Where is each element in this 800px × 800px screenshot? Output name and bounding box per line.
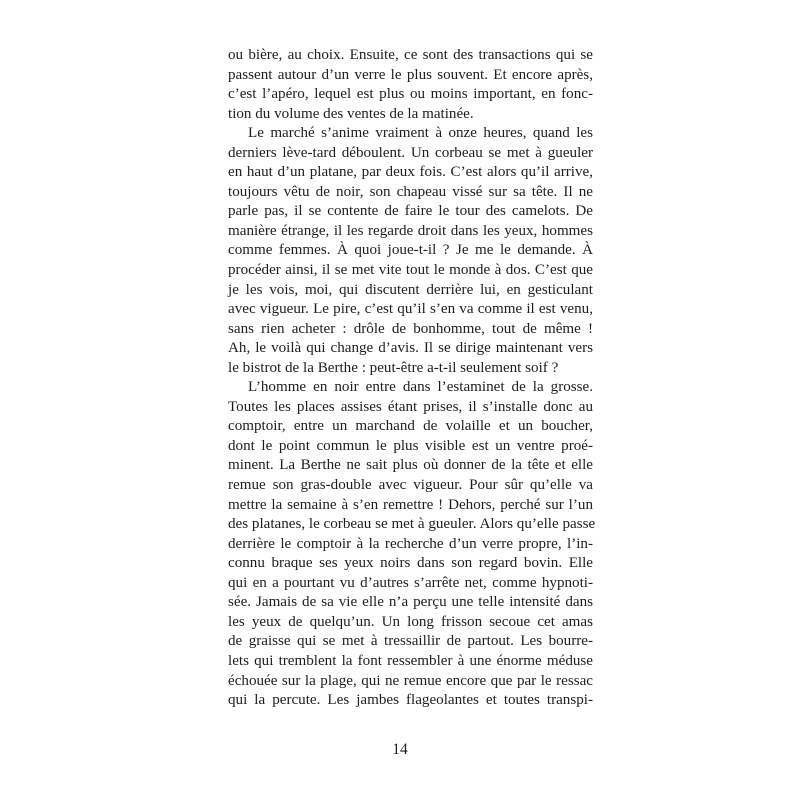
text-line: de graisse qui se met à tressaillir de partout. Les bourre- <box>228 633 593 650</box>
text-line: toujours vêtu de noir, son chapeau vissé sur sa tête. Il ne <box>228 183 593 200</box>
text-line: mettre la semaine à s’en remettre ! Dehors, perché sur l’un <box>228 496 593 513</box>
text-line: c’est l’apéro, lequel est plus ou moins important, en fonc- <box>228 86 593 103</box>
text-line: le bistrot de la Berthe : peut-être a-t-il seulement soif ? <box>228 359 559 376</box>
text-line: ou bière, au choix. Ensuite, ce sont des transactions qui se <box>228 47 593 63</box>
text-line: qui en a pourtant vu d’autres s’arrête net, comme hypnoti- <box>228 574 593 591</box>
body-text <box>228 46 596 711</box>
text-line: derniers lève-tard déboulent. Un corbeau se met à gueuler <box>228 144 593 161</box>
paragraph <box>228 378 596 710</box>
text-line: je les vois, moi, qui discutent derrière lui, en gesticulant <box>228 281 593 298</box>
text-line: Ah, le voilà qui change d’avis. Il se dirige maintenant vers <box>228 340 593 357</box>
page-number: 14 <box>392 741 408 758</box>
text-line: L’homme en noir entre dans l’estaminet de la grosse. <box>248 379 593 396</box>
text-line: manière étrange, il les regarde droit dans les yeux, hommes <box>228 222 593 239</box>
text-line: avec vigueur. Le pire, c’est qu’il s’en va comme il est venu, <box>228 301 593 318</box>
text-line: dont le point commun le plus visible est un ventre proé- <box>228 437 593 454</box>
text-line: les yeux de quelqu’un. Un long frisson secoue cet amas <box>228 613 593 630</box>
text-line: remue son gras-double avec vigueur. Pour sûr qu’elle va <box>228 477 593 494</box>
text-line: connu braque ses yeux noirs dans son regard bovin. Elle <box>228 555 593 572</box>
text-line: lets qui tremblent la font ressembler à une énorme méduse <box>228 652 593 669</box>
text-line: passent autour d’un verre le plus souvent. Et encore après, <box>228 66 593 83</box>
text-line: Le marché s’anime vraiment à onze heures, quand les <box>248 125 593 142</box>
paragraph <box>228 46 593 124</box>
text-line: qui la percute. Les jambes flageolantes et toutes transpi- <box>228 692 593 709</box>
text-line: sans rien acheter : drôle de bonhomme, tout de même ! <box>228 320 593 337</box>
text-line: derrière le comptoir à la recherche d’un verre propre, l’in- <box>228 535 593 552</box>
text-line: comme femmes. À quoi joue-t-il ? Je me le demande. À <box>228 242 593 259</box>
text-line: tion du volume des ventes de la matinée. <box>228 105 474 122</box>
text-line: minent. La Berthe ne sait plus où donner de la tête et elle <box>228 457 593 474</box>
text-line: Toutes les places assises étant prises, il s’installe donc au <box>228 398 593 415</box>
text-line: comptoir, entre un marchand de volaille et un boucher, <box>228 418 593 435</box>
text-line: parle pas, il se contente de faire le tour des camelots. De <box>228 203 593 220</box>
text-line: échouée sur la plage, qui ne remue encore que par le ressac <box>228 672 593 689</box>
text-line: des platanes, le corbeau se met à gueuler. Alors qu’elle passe <box>228 516 596 533</box>
text-line: sée. Jamais de sa vie elle n’a perçu une telle intensité dans <box>228 594 593 611</box>
text-line: procéder ainsi, il se met vite tout le monde à dos. C’est que <box>228 262 593 279</box>
text-line: en haut d’un platane, par deux fois. C’est alors qu’il arrive, <box>228 164 593 181</box>
paragraph <box>228 124 593 378</box>
